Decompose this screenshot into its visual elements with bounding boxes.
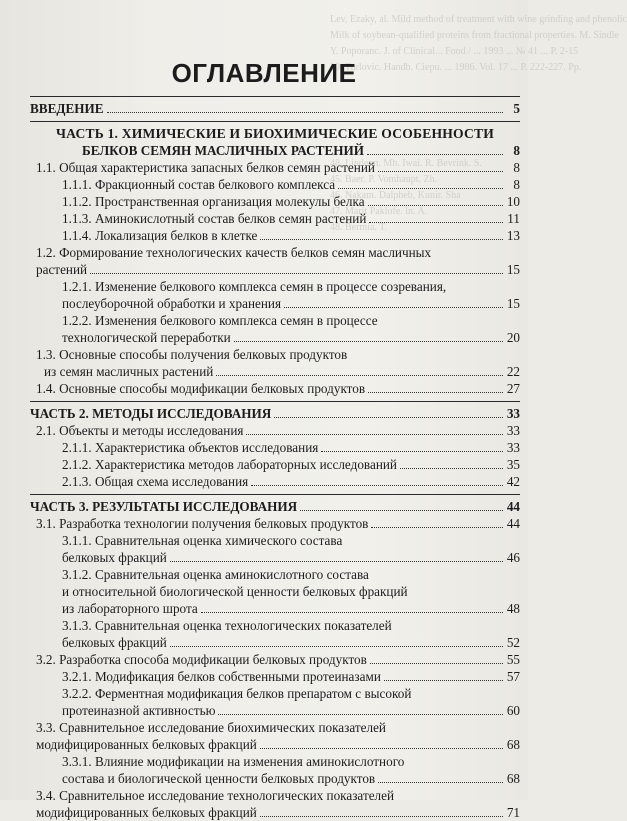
part-2-title[interactable] bbox=[30, 405, 520, 422]
toc-entry-3-1[interactable] bbox=[30, 515, 520, 532]
leader-dots bbox=[201, 612, 503, 613]
divider bbox=[30, 121, 520, 122]
toc-entry-page: 68 bbox=[506, 771, 520, 786]
toc-entry-1-2-2[interactable] bbox=[30, 312, 520, 329]
toc-entry-page: 11 bbox=[507, 211, 520, 226]
toc-entry-title: 1.3. Основные способы получения белковых продуктов bbox=[36, 347, 348, 362]
toc-entry-title: белковых фракций bbox=[62, 635, 167, 650]
toc-entry-2-1[interactable] bbox=[30, 422, 520, 439]
toc-entry-title: 2.1.3. Общая схема исследования bbox=[62, 474, 249, 489]
toc-entry-title: 2.1.2. Характеристика методов лабораторных исследований bbox=[62, 457, 397, 472]
toc-entry-title: из лабораторного шрота bbox=[62, 601, 198, 616]
toc-entry-1-1-1[interactable] bbox=[30, 176, 520, 193]
leader-dots bbox=[90, 273, 503, 274]
leader-dots bbox=[384, 680, 503, 681]
toc-entry-title: 1.1.3. Аминокислотный состав белков семян растений bbox=[62, 211, 367, 226]
toc-entry-title: 3.3.1. Влияние модификации на изменения аминокислотного bbox=[62, 754, 405, 769]
toc-entry-page: 35 bbox=[506, 457, 520, 472]
toc-entry-2-1-2[interactable] bbox=[30, 456, 520, 473]
toc-entry-3-1-2[interactable] bbox=[30, 566, 520, 583]
toc-entry-page: 15 bbox=[506, 296, 520, 311]
toc-entry-1-3[interactable] bbox=[30, 346, 520, 363]
bleed-through-line: 48. Lindenn. Mh. Iwai. R. Bevrink. S. bbox=[330, 158, 482, 169]
toc-entry-page: 5 bbox=[513, 101, 520, 116]
toc-entry-3-1-3[interactable] bbox=[30, 617, 520, 634]
toc-entry-1-2-1[interactable] bbox=[30, 278, 520, 295]
toc-entry-3-1-2-cont2[interactable] bbox=[30, 600, 520, 617]
toc-entry-title: белковых фракций bbox=[62, 550, 167, 565]
leader-dots bbox=[368, 205, 503, 206]
toc-entry-page: 55 bbox=[506, 652, 520, 667]
bleed-through-line: 46. Nakam. Dalpheb, Kunir. Sha bbox=[330, 190, 461, 201]
toc-entry-title: ЧАСТЬ 2. МЕТОДЫ ИССЛЕДОВАНИЯ bbox=[30, 406, 272, 421]
toc-entry-title: и относительной биологической ценности белковых фракций bbox=[62, 584, 408, 599]
toc-entry-title: 1.4. Основные способы модификации белковых продуктов bbox=[36, 381, 366, 396]
toc-entry-title: ЧАСТЬ 3. РЕЗУЛЬТАТЫ ИССЛЕДОВАНИЯ bbox=[30, 499, 298, 514]
leader-dots bbox=[246, 434, 503, 435]
leader-dots bbox=[274, 417, 503, 418]
toc-entry-3-4-cont[interactable] bbox=[30, 804, 520, 821]
toc-entry-1-1-3[interactable] bbox=[30, 210, 520, 227]
toc-entry-1-2-2-cont[interactable] bbox=[30, 329, 520, 346]
toc-entry-title: 1.2.1. Изменение белкового комплекса семян в процессе созревания, bbox=[62, 279, 447, 294]
toc-entry-title: технологической переработки bbox=[62, 330, 231, 345]
toc-entry-page: 20 bbox=[506, 330, 520, 345]
leader-dots bbox=[260, 816, 503, 817]
toc-entry-page: 33 bbox=[506, 406, 520, 421]
part-1-title[interactable]: ЧАСТЬ 1. ХИМИЧЕСКИЕ И БИОХИМИЧЕСКИЕ ОСОБЕННОСТИ bbox=[55, 126, 495, 141]
divider bbox=[30, 494, 520, 495]
toc-entry-page: 13 bbox=[506, 228, 520, 243]
toc-entry-title: 3.1. Разработка технологии получения белковых продуктов bbox=[36, 516, 369, 531]
toc-entry-title: растений bbox=[36, 262, 88, 277]
toc-entry-page: 68 bbox=[506, 737, 520, 752]
toc-entry-3-1-3-cont[interactable] bbox=[30, 634, 520, 651]
toc-entry-title: ВВЕДЕНИЕ bbox=[30, 101, 104, 116]
toc-entry-title: 3.2.2. Ферментная модификация белков препаратом с высокой bbox=[62, 686, 412, 701]
toc-entry-title: 3.1.2. Сравнительная оценка аминокислотного состава bbox=[62, 567, 369, 582]
toc-entry-page: 48 bbox=[506, 601, 520, 616]
toc-entry-1-4[interactable] bbox=[30, 380, 520, 397]
toc-entry-3-1-2-cont[interactable] bbox=[30, 583, 520, 600]
leader-dots bbox=[170, 561, 503, 562]
toc-entry-3-3-1-cont[interactable] bbox=[30, 770, 520, 787]
toc-entry-title: 3.2.1. Модификация белков собственными протеиназами bbox=[62, 669, 381, 684]
toc-entry-page: 44 bbox=[506, 516, 520, 531]
toc-entry-3-2-1[interactable] bbox=[30, 668, 520, 685]
part-3-title[interactable] bbox=[30, 498, 520, 515]
leader-dots bbox=[367, 154, 503, 155]
leader-dots bbox=[378, 171, 503, 172]
toc-entry-page: 33 bbox=[506, 440, 520, 455]
leader-dots bbox=[371, 527, 503, 528]
toc-entry-title: 3.4. Сравнительное исследование технологических показателей bbox=[36, 788, 395, 803]
leader-dots bbox=[369, 222, 503, 223]
toc-entry-1-3-cont[interactable] bbox=[30, 363, 520, 380]
toc-entry-title: состава и биологической ценности белковых продуктов bbox=[62, 771, 376, 786]
toc-entry-2-1-3[interactable] bbox=[30, 473, 520, 490]
leader-dots bbox=[400, 468, 503, 469]
toc-entry-page: 8 bbox=[513, 160, 520, 175]
leader-dots bbox=[107, 112, 503, 113]
divider bbox=[30, 401, 520, 402]
toc-entry-title: 1.1. Общая характеристика запасных белков семян растений bbox=[36, 160, 375, 175]
toc-entry-page: 52 bbox=[506, 635, 520, 650]
toc-entry-page: 8 bbox=[513, 177, 520, 192]
bleed-through-line: Lev, Ezaky, al. Mild method of treatment with wine grinding and phenolic bbox=[330, 14, 627, 25]
leader-dots bbox=[338, 188, 503, 189]
toc-entry-page: 44 bbox=[506, 499, 520, 514]
toc-entry-title: 1.1.1. Фракционный состав белкового комплекса bbox=[62, 177, 336, 192]
leader-dots bbox=[321, 451, 503, 452]
toc-entry-3-1-1-cont[interactable] bbox=[30, 549, 520, 566]
toc-entry-title: 1.2. Формирование технологических качеств белков семян масличных bbox=[36, 245, 432, 260]
toc-entry-1-1-2[interactable] bbox=[30, 193, 520, 210]
toc-entry-2-1-1[interactable] bbox=[30, 439, 520, 456]
leader-dots bbox=[284, 307, 503, 308]
toc-entry-title: 3.2. Разработка способа модификации белковых продуктов bbox=[36, 652, 367, 667]
bleed-through-line: 10. Turlovic. Handb. Ciepu. ... 1986. Vol. 17 ... P. 222-227. Pp. bbox=[330, 62, 582, 73]
toc-entry-title: из семян масличных растений bbox=[44, 364, 214, 379]
toc-entry-title: 2.1. Объекты и методы исследования bbox=[36, 423, 244, 438]
toc-entry-title: протеиназной активностью bbox=[62, 703, 216, 718]
leader-dots bbox=[170, 646, 503, 647]
toc-entry-page: 22 bbox=[506, 364, 520, 379]
toc-entry-title: модифицированных белковых фракций bbox=[36, 805, 257, 820]
leader-dots bbox=[234, 341, 503, 342]
part-1-title-cont[interactable] bbox=[30, 142, 520, 159]
divider bbox=[30, 96, 520, 97]
toc-entry-page: 27 bbox=[506, 381, 520, 396]
leader-dots bbox=[370, 663, 503, 664]
toc-entry-page: 8 bbox=[513, 143, 520, 158]
toc-entry-page: 71 bbox=[506, 805, 520, 820]
toc-entry-3-2-2[interactable] bbox=[30, 685, 520, 702]
leader-dots bbox=[300, 510, 503, 511]
toc-entry-intro[interactable] bbox=[30, 100, 520, 117]
toc-entry-title: 3.1.3. Сравнительная оценка технологических показателей bbox=[62, 618, 392, 633]
toc-entry-1-2[interactable] bbox=[30, 244, 520, 261]
toc-entry-1-2-1-cont[interactable] bbox=[30, 295, 520, 312]
toc-entry-page: 46 bbox=[506, 550, 520, 565]
leader-dots bbox=[218, 714, 503, 715]
toc-entry-3-4[interactable] bbox=[30, 787, 520, 804]
leader-dots bbox=[216, 375, 503, 376]
toc-entry-3-3-1[interactable] bbox=[30, 753, 520, 770]
bleed-through-line: 47. Marit Paklofe. ln. A. bbox=[330, 206, 428, 217]
leader-dots bbox=[260, 239, 503, 240]
toc-entry-1-2-cont[interactable] bbox=[30, 261, 520, 278]
toc-entry-page: 42 bbox=[506, 474, 520, 489]
leader-dots bbox=[251, 485, 503, 486]
toc-entry-page: 60 bbox=[506, 703, 520, 718]
toc-entry-page: 10 bbox=[506, 194, 520, 209]
toc-entry-title: послеуборочной обработки и хранения bbox=[62, 296, 282, 311]
toc-entry-title: БЕЛКОВ СЕМЯН МАСЛИЧНЫХ РАСТЕНИЙ bbox=[82, 143, 365, 158]
toc-entry-title: 1.1.2. Пространственная организация молекулы белка bbox=[62, 194, 365, 209]
toc-entry-3-3[interactable] bbox=[30, 719, 520, 736]
toc-entry-1-1-4[interactable] bbox=[30, 227, 520, 244]
toc-entry-3-2-2-cont[interactable] bbox=[30, 702, 520, 719]
bleed-through-line: 45. Baer. P. Vomhaupt. Zh. bbox=[330, 174, 438, 185]
leader-dots bbox=[260, 748, 503, 749]
bleed-through-line: Y. Poporanc. J. of Clinical... Food / ... 1993 ... № 41 ... P. 2-15 bbox=[330, 46, 579, 57]
toc-entry-title: 1.1.4. Локализация белков в клетке bbox=[62, 228, 258, 243]
bleed-through-line: Milk of soybean-qualified proteins from fractional properties. M. Sindle bbox=[330, 30, 619, 41]
table-of-contents bbox=[30, 92, 520, 821]
toc-entry-page: 33 bbox=[506, 423, 520, 438]
toc-entry-title: 1.2.2. Изменения белкового комплекса семян в процессе bbox=[62, 313, 378, 328]
toc-entry-title: модифицированных белковых фракций bbox=[36, 737, 257, 752]
toc-entry-page: 15 bbox=[506, 262, 520, 277]
toc-entry-1-1[interactable] bbox=[30, 159, 520, 176]
leader-dots bbox=[368, 392, 503, 393]
leader-dots bbox=[378, 782, 503, 783]
page-title: ОГЛАВЛЕНИЕ bbox=[171, 58, 357, 88]
toc-entry-3-3-cont[interactable] bbox=[30, 736, 520, 753]
toc-entry-title: 3.3. Сравнительное исследование биохимических показателей bbox=[36, 720, 386, 735]
toc-entry-title: 2.1.1. Характеристика объектов исследования bbox=[62, 440, 319, 455]
toc-entry-title: 3.1.1. Сравнительная оценка химического состава bbox=[62, 533, 343, 548]
toc-entry-3-1-1[interactable] bbox=[30, 532, 520, 549]
toc-entry-page: 57 bbox=[506, 669, 520, 684]
bleed-through-line: 48. Bermia. T. bbox=[330, 222, 388, 233]
toc-entry-3-2[interactable] bbox=[30, 651, 520, 668]
